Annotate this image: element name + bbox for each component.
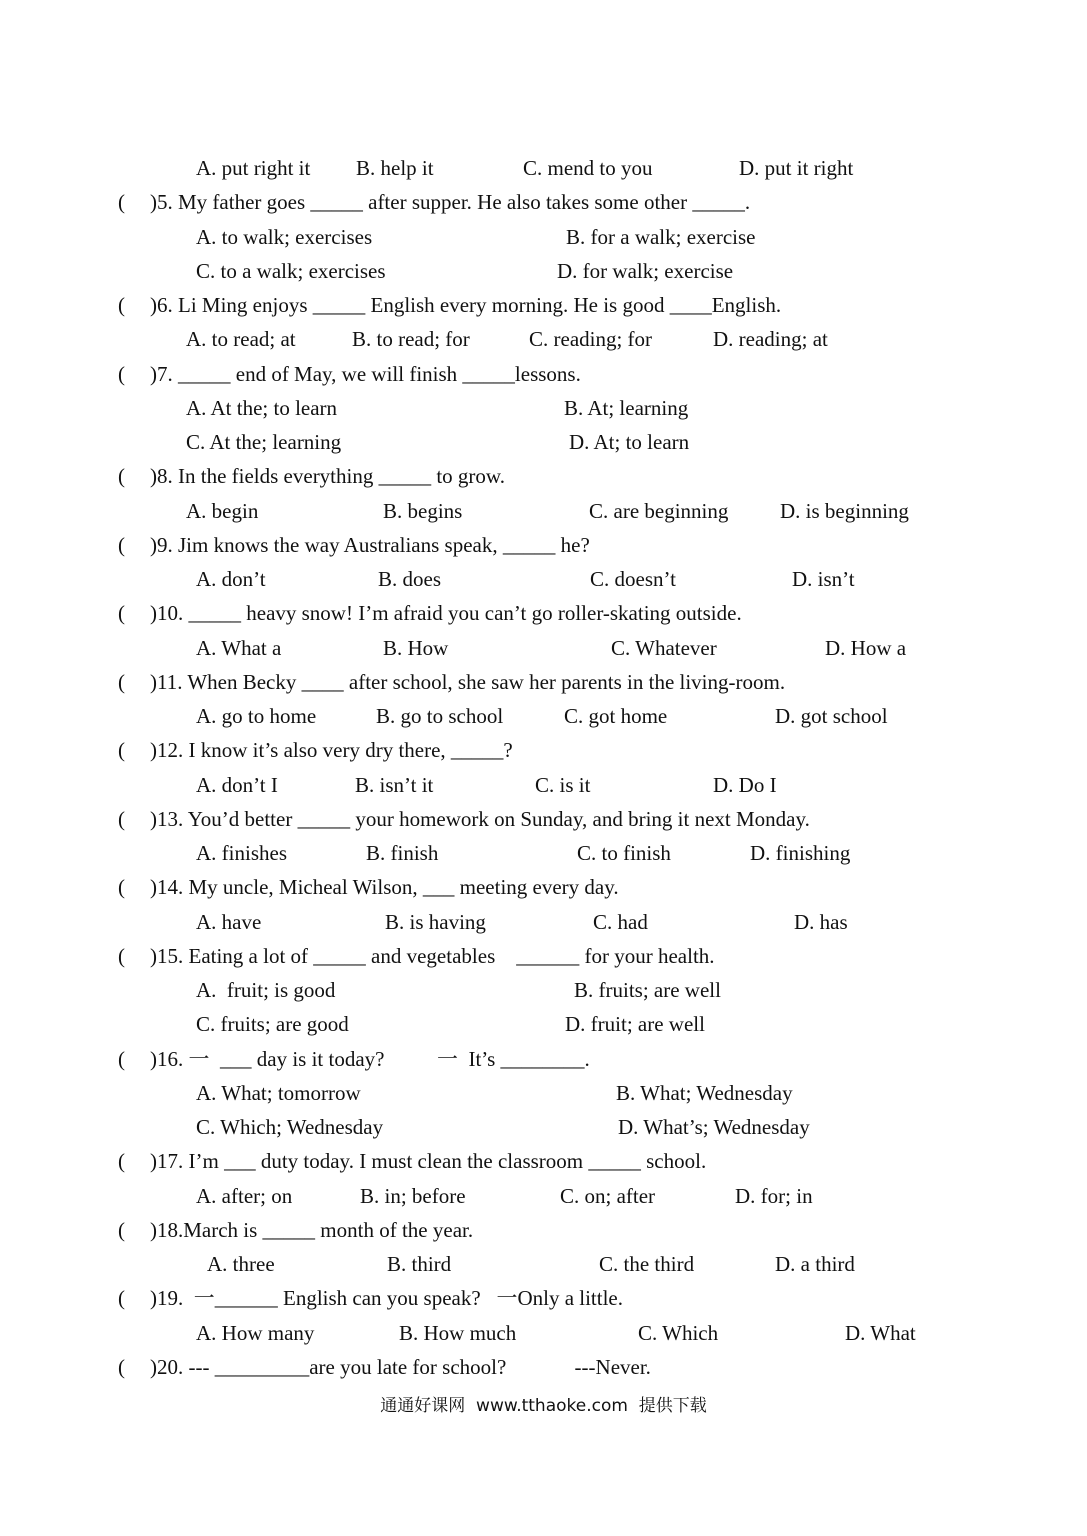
options-row: [0, 768, 1087, 802]
options-row: [0, 220, 1087, 254]
option-text: D. fruit; are well: [565, 1012, 705, 1037]
question-line: [0, 357, 1087, 391]
option-text: C. fruits; are good: [196, 1012, 349, 1037]
answer-paren: (: [118, 361, 125, 386]
option-text: D. What: [845, 1320, 916, 1345]
question-line: [0, 288, 1087, 322]
question-stem: )19. 一______ English can you speak? 一Only a little.: [150, 1286, 624, 1311]
option-text: A. to walk; exercises: [196, 224, 373, 249]
option-text: D. for walk; exercise: [557, 258, 734, 283]
option-text: B. third: [387, 1252, 452, 1276]
answer-paren: (: [118, 1286, 125, 1311]
option-text: A. to read; at: [186, 327, 296, 352]
option-text: A. put right it: [196, 156, 311, 180]
option-text: B. isn’t it: [355, 772, 434, 797]
answer-paren: (: [118, 1217, 125, 1242]
option-text: B. help it: [356, 156, 434, 180]
question-line: [0, 1281, 1087, 1315]
question-stem: )16. 一 ___ day is it today? 一 It’s ________.: [150, 1046, 590, 1071]
option-text: C. Which; Wednesday: [196, 1115, 384, 1139]
question-stem: )8. In the fields everything _____ to grow.: [150, 464, 505, 489]
options-row: [0, 494, 1087, 528]
option-text: C. are beginning: [589, 498, 729, 523]
question-stem: )14. My uncle, Micheal Wilson, ___ meeting every day.: [150, 875, 619, 900]
option-text: B. fruits; are well: [574, 978, 721, 1002]
option-text: A. At the; to learn: [186, 395, 338, 420]
answer-paren: (: [118, 1149, 125, 1174]
option-text: B. How: [383, 635, 449, 660]
option-text: D. What’s; Wednesday: [618, 1115, 810, 1139]
options-row: [0, 254, 1087, 288]
question-stem: )13. You’d better _____ your homework on Sunday, and bring it next Monday.: [150, 806, 810, 831]
option-text: C. reading; for: [529, 327, 653, 352]
option-text: B. finish: [366, 841, 439, 865]
option-text: C. At the; learning: [186, 430, 342, 454]
question-stem: )20. --- _________are you late for school? ---Never.: [150, 1354, 651, 1379]
options-row: [0, 322, 1087, 356]
answer-paren: (: [118, 1354, 125, 1379]
options-row: [0, 1007, 1087, 1041]
question-line: [0, 1144, 1087, 1178]
answer-paren: (: [118, 601, 125, 626]
answer-paren: (: [118, 532, 125, 557]
options-row: [0, 425, 1087, 459]
option-text: D. got school: [775, 704, 888, 728]
question-line: [0, 596, 1087, 630]
option-text: A. go to home: [196, 704, 317, 728]
option-text: A. don’t: [196, 567, 266, 591]
question-stem: )5. My father goes _____ after supper. He also takes some other _____.: [150, 190, 751, 215]
answer-paren: (: [118, 190, 125, 215]
option-text: C. mend to you: [523, 156, 653, 180]
options-row: [0, 151, 1087, 185]
option-text: D. finishing: [750, 841, 851, 865]
options-row: [0, 1247, 1087, 1281]
question-stem: )17. I’m ___ duty today. I must clean the classroom _____ school.: [150, 1149, 707, 1174]
question-stem: )15. Eating a lot of _____ and vegetables ______ for your health.: [150, 943, 715, 968]
question-stem: )18.March is _____ month of the year.: [150, 1217, 474, 1242]
question-line: [0, 939, 1087, 973]
question-line: [0, 459, 1087, 493]
question-stem: )10. _____ heavy snow! I’m afraid you can’t go roller-skating outside.: [150, 601, 742, 626]
question-stem: )11. When Becky ____ after school, she saw her parents in the living-room.: [150, 669, 786, 694]
option-text: D. is beginning: [780, 498, 909, 523]
question-stem: )12. I know it’s also very dry there, _____?: [150, 738, 513, 763]
options-row: [0, 699, 1087, 733]
option-text: A. begin: [186, 498, 259, 523]
options-row: [0, 836, 1087, 870]
options-row: [0, 905, 1087, 939]
option-text: A. fruit; is good: [196, 978, 336, 1002]
option-text: A. don’t I: [196, 772, 278, 797]
question-stem: )7. _____ end of May, we will finish _____lessons.: [150, 361, 581, 386]
options-row: [0, 562, 1087, 596]
option-text: D. put it right: [739, 156, 854, 180]
option-text: D. How a: [825, 635, 907, 660]
option-text: A. after; on: [196, 1183, 293, 1208]
option-text: D. has: [794, 909, 848, 934]
option-text: B. How much: [399, 1320, 517, 1345]
question-line: [0, 1350, 1087, 1384]
option-text: D. isn’t: [792, 567, 855, 591]
option-text: B. begins: [383, 498, 463, 523]
option-text: D. Do I: [713, 772, 777, 797]
question-line: [0, 802, 1087, 836]
option-text: A. What; tomorrow: [196, 1080, 361, 1105]
question-line: [0, 528, 1087, 562]
answer-paren: (: [118, 738, 125, 763]
options-row: [0, 391, 1087, 425]
option-text: D. for; in: [735, 1183, 813, 1208]
answer-paren: (: [118, 806, 125, 831]
options-row: [0, 1316, 1087, 1350]
answer-paren: (: [118, 464, 125, 489]
option-text: C. to finish: [577, 841, 671, 865]
option-text: B. go to school: [376, 704, 504, 728]
answer-paren: (: [118, 669, 125, 694]
option-text: D. reading; at: [713, 327, 828, 352]
question-stem: )6. Li Ming enjoys _____ English every morning. He is good ____English.: [150, 293, 782, 317]
option-text: B. At; learning: [564, 395, 689, 420]
option-text: B. is having: [385, 909, 486, 934]
option-text: C. got home: [564, 704, 668, 728]
option-text: C. had: [593, 909, 648, 934]
option-text: C. to a walk; exercises: [196, 258, 386, 283]
option-text: C. on; after: [560, 1183, 656, 1208]
option-text: B. for a walk; exercise: [566, 224, 756, 249]
question-line: [0, 1042, 1087, 1076]
question-line: [0, 665, 1087, 699]
option-text: C. Which: [638, 1320, 719, 1345]
question-stem: )9. Jim knows the way Australians speak, _____ he?: [150, 532, 590, 557]
option-text: A. have: [196, 909, 262, 934]
option-text: D. a third: [775, 1252, 855, 1276]
option-text: C. is it: [535, 772, 591, 797]
option-text: B. in; before: [360, 1183, 466, 1208]
answer-paren: (: [118, 1046, 125, 1071]
options-row: [0, 1076, 1087, 1110]
answer-paren: (: [118, 943, 125, 968]
option-text: C. doesn’t: [590, 567, 676, 591]
option-text: A. How many: [196, 1320, 315, 1345]
option-text: B. does: [378, 567, 441, 591]
options-row: [0, 1179, 1087, 1213]
option-text: C. the third: [599, 1252, 695, 1276]
option-text: A. three: [207, 1252, 275, 1276]
answer-paren: (: [118, 293, 125, 317]
option-text: B. to read; for: [352, 327, 470, 352]
question-line: [0, 870, 1087, 904]
options-row: [0, 1110, 1087, 1144]
option-text: A. finishes: [196, 841, 287, 865]
option-text: C. Whatever: [611, 635, 717, 660]
option-text: A. What a: [196, 635, 282, 660]
question-line: [0, 1213, 1087, 1247]
options-row: [0, 631, 1087, 665]
page-footer: 通通好课网 www.tthaoke.com 提供下载: [380, 1396, 707, 1416]
answer-paren: (: [118, 875, 125, 900]
option-text: D. At; to learn: [569, 430, 690, 454]
option-text: B. What; Wednesday: [616, 1080, 793, 1105]
options-row: [0, 973, 1087, 1007]
question-line: [0, 733, 1087, 767]
question-line: [0, 185, 1087, 219]
